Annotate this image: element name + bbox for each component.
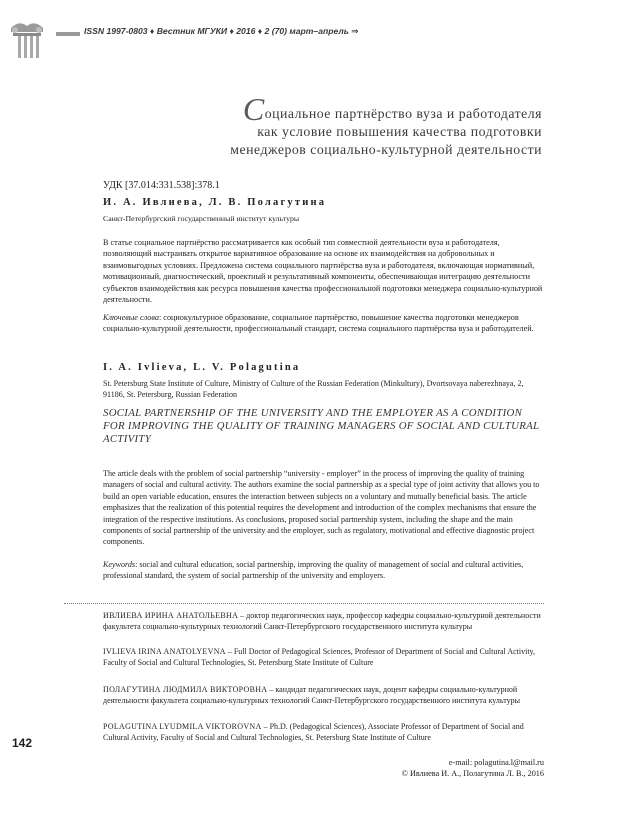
keywords-text-en: : social and cultural education, social partnership, improving the quality of management of social and cultural activities, professional standard, the system of social partnership of the university and employers. [103,560,524,581]
bio-polagutina-ru [103,684,544,706]
title-drop-cap: С [242,91,265,127]
udk-code: УДК [37.014:331.538]:378.1 [103,180,220,191]
bio-text: – кандидат педагогических наук, доцент кафедры социально-культурной деятельности факультета социально-культурных технологий Санкт-Петербургского государственного института культуры [103,685,520,706]
title-line-2: как условие повышения качества подготовки [257,124,542,139]
bio-name: ПОЛАГУТИНА ЛЮДМИЛА ВИКТОРОВНА [103,685,268,694]
bio-name: IVLIEVA IRINA ANATOLYEVNA [103,647,226,656]
header-rule [56,32,80,36]
bio-text: – доктор педагогических наук, профессор кафедры социально-культурной деятельности факультета социально-культурных технологий Санкт-Петербургского государственного института культуры [103,611,541,632]
authors-en: I. A. Ivlieva, L. V. Polagutina [103,362,301,373]
keywords-en [103,559,544,582]
bio-name: ИВЛИЕВА ИРИНА АНАТОЛЬЕВНА [103,611,239,620]
affiliation-en: St. Petersburg State Institute of Culture, Ministry of Culture of the Russian Federation (Minkultury), Dvortsovaya naberezhnaya, 2, 91186, St. Petersburg, Russian Federation [103,379,524,399]
keywords-text-ru: : социокультурное образование, социальное партнёрство, повышение качества подготовки менеджеров социально-культурной деятельности, профессиональный стандарт, система социального партнёрства вуза и работодателей. [103,313,534,334]
bio-text: – Ph.D. (Pedagogical Sciences), Associate Professor of Department of Social and Cultural Activity, Faculty of Social and Cultural Technologies, St. Petersburg State Institute of Culture [103,722,524,743]
authors-ru: И. А. Ивлиева, Л. В. Полагутина [103,197,327,208]
keywords-label-en: Keywords [103,560,136,569]
keywords-label-ru: Ключевые слова [103,313,159,322]
bio-text: – Full Doctor of Pedagogical Sciences, Professor of Department of Social and Cultural Activity, Faculty of Social and Cultural Technologies, St. Petersburg State Institute of Culture [103,647,536,668]
keywords-ru [103,312,544,335]
article-title-ru [112,91,542,159]
copyright: © Ивлиева И. А., Полагутина Л. В., 2016 [401,769,544,778]
institution-ru: Санкт-Петербургский государственный институт культуры [103,214,300,223]
bio-ivlieva-ru [103,610,544,632]
title-line-1: оциальное партнёрство вуза и работодателя [264,106,542,121]
bio-polagutina-en [103,721,544,743]
bio-name: POLAGUTINA LYUDMILA VIKTOROVNA [103,722,262,731]
abstract-ru: В статье социальное партнёрство рассматривается как особый тип совместной деятельности вуза и работодателя, позволяющий выстраивать открытое вариативное образование на основе их взаимодействия на добровольных и взаимовыгодных условиях. Предложена система социального партнёрства вуза и работодателя, включающая нормативный, мотивационный, диагностический, проектный и результативный компоненты, обеспечивающая интеграцию деятельности субъектов взаимодействия как ресурса повышения качества профессиональной подготовки менеджера социально-культурной деятельности. [103,238,543,305]
column-capital-icon [9,20,49,60]
title-line-3: менеджеров социально-культурной деятельности [230,142,542,157]
bio-ivlieva-en [103,646,544,668]
running-header: ISSN 1997-0803 ♦ Вестник МГУКИ ♦ 2016 ♦ 2 (70) март–апрель ⇒ [84,26,359,36]
page-number: 142 [12,736,33,750]
contact-email[interactable]: e-mail: polagutina.l@mail.ru [448,758,544,767]
article-title-en: SOCIAL PARTNERSHIP OF THE UNIVERSITY AND THE EMPLOYER AS A CONDITION FOR IMPROVING THE QUALITY OF TRAINING MANAGERS OF SOCIAL AND CULTURAL ACTIVITY [103,407,540,446]
abstract-en: The article deals with the problem of social partnership “university - employer” in the process of improving the quality of training managers of social and cultural activity. The authors examine the social partnership as a special type of joint activity that allows you to build an open variable education, ensures the interaction between subjects on a voluntary and mutually beneficial basis. The article emphasizes that the realization of this potential requires the development and introduction of the complex mechanisms that ensure the integration of the respective institutions. As conclusions, proposed social partnership system, including the shape and the main components of social partnership of the university and the employer, such as regulatory, motivational and effective diagnostic project components. [103,469,540,547]
section-divider [64,603,544,604]
